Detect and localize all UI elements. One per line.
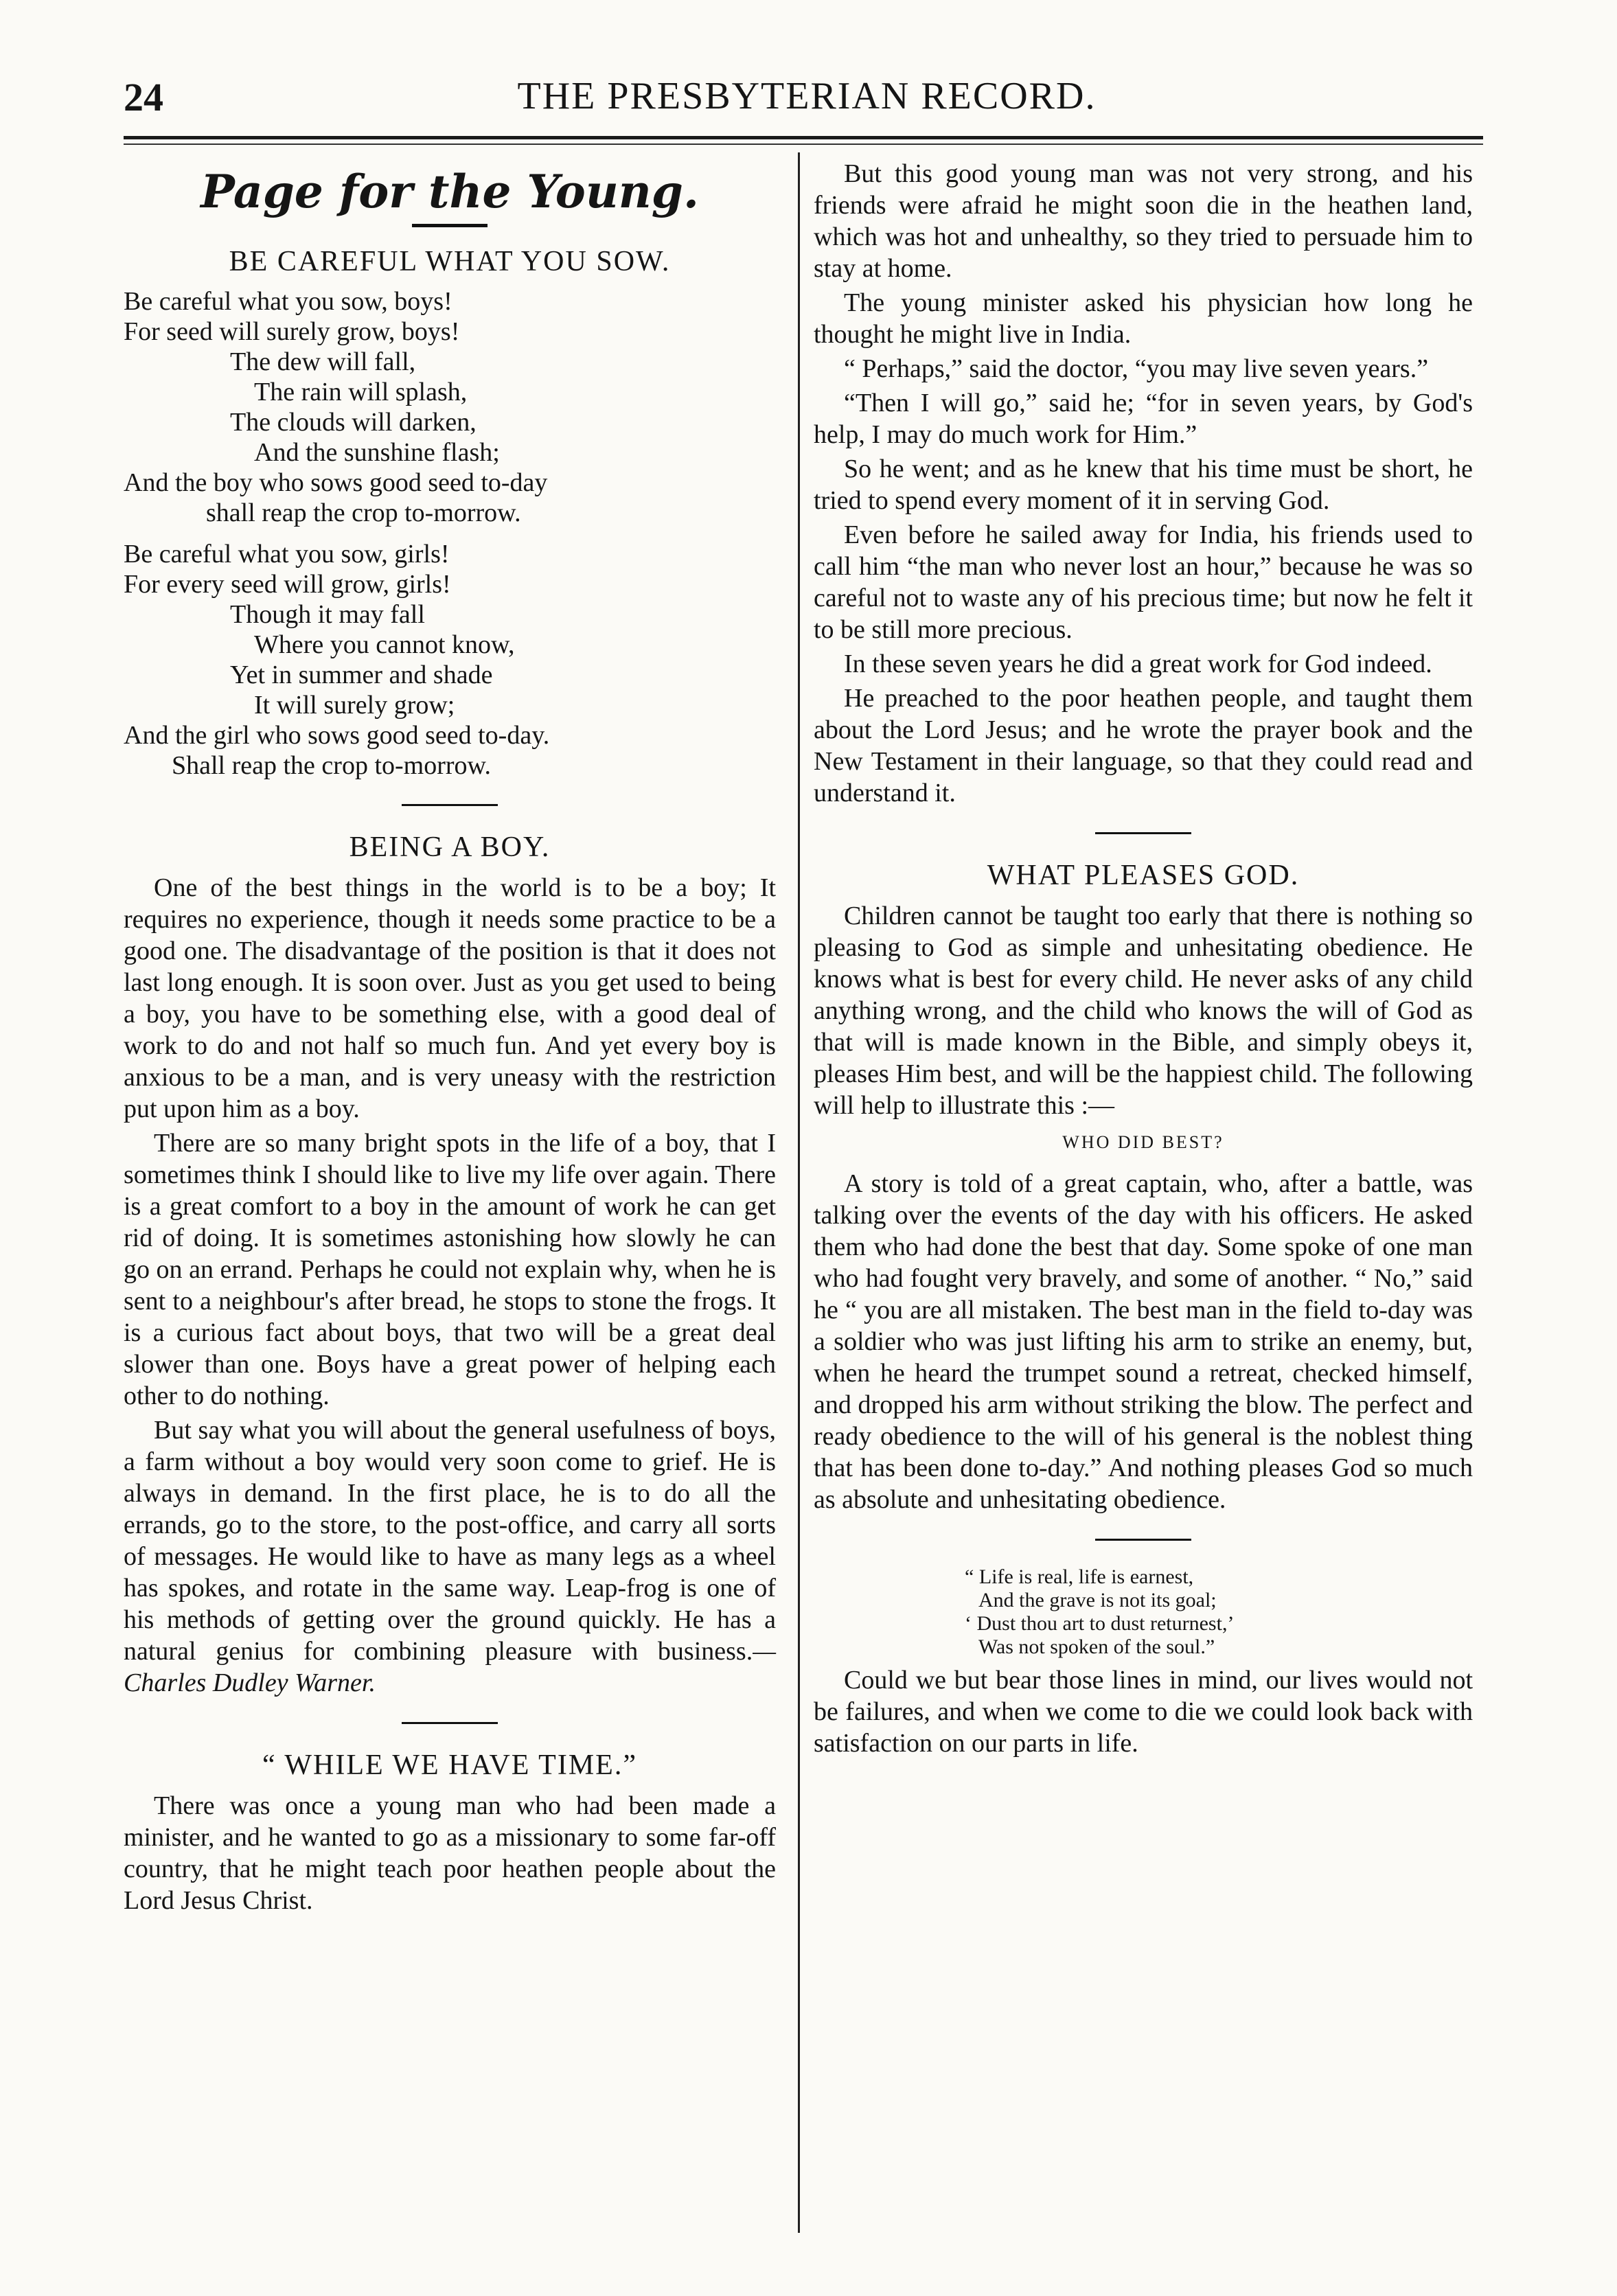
section-title: Page for the Young. [200, 165, 699, 218]
right-column [814, 158, 1473, 1762]
poem-line: shall reap the crop to-morrow. [206, 498, 521, 527]
subtitle-who-did-best: WHO DID BEST? [1062, 1132, 1224, 1152]
paragraph: “ Perhaps,” said the doctor, “you may live seven years.” [844, 354, 1429, 383]
paragraph: Even before he sailed away for India, his friends used to call him “the man who never lost an hour,” because he was so careful not to waste any of his precious time; but now he felt it to be still more precious. [814, 520, 1473, 644]
poem-line: Be careful what you sow, boys! [124, 287, 452, 316]
page-header [124, 74, 1490, 129]
quote-line: Was not spoken of the soul.” [978, 1635, 1215, 1658]
paragraph [124, 1414, 776, 1699]
poem-line: Yet in summer and shade [230, 661, 493, 689]
paragraph-text: But say what you will about the general usefulness of boys, a farm without a boy would very soon come to grief. He is always in demand. In the first place, he is to do all the errands, go to the store, to the post-office, and carry all sorts of messages. He would like to have as many legs as a wheel has spokes, and rotate in the same way. Leap-frog is one of his methods of getting over the ground quickly. He has a natural genius for combining pleasure with business. [124, 1416, 776, 1666]
poem-title: BE CAREFUL WHAT YOU SOW. [229, 246, 671, 277]
article-title-while-we-have-time: “ WHILE WE HAVE TIME.” [262, 1749, 637, 1781]
left-column [124, 158, 776, 1919]
journal-title: THE PRESBYTERIAN RECORD. [517, 75, 1097, 117]
poem-line: And the girl who sows good seed to-day. [124, 721, 550, 750]
quote-line: ‘ Dust thou art to dust returnest,’ [965, 1612, 1235, 1635]
poem-stanza-1 [124, 286, 776, 528]
paragraph: Children cannot be taught too early that there is nothing so pleasing to God as simple and unhesitating obedience. He knows what is best for every child. He never asks of any child anything wrong, and the child who knows the will of God as that will is made known in the Bible, and simply obeys it, pleases Him best, and will be the happiest child. The following will help to illustrate this :— [814, 902, 1473, 1120]
quote-line: “ Life is real, life is earnest, [965, 1565, 1194, 1588]
poem-line: And the boy who sows good seed to-day [124, 468, 548, 497]
section-rule [1095, 832, 1191, 834]
paragraph: A story is told of a great captain, who, after a battle, was talking over the events of the day with his officers. He asked them who had done the best that day. Some spoke of one man who had fought very bravely, and some of another. “ No,” said he “ you are all mistaken. The best man in the field to-day was a soldier who was just lifting his arm to strike an enemy, but, when he heard the trumpet sound a retreat, checked himself, and dropped his arm without striking the blow. The perfect and ready obedience to the will of his general is the noblest thing that has been done to-day.” And nothing pleases God so much as absolute and unhesitating obedience. [814, 1169, 1473, 1514]
paragraph: In these seven years he did a great work for God indeed. [844, 650, 1432, 678]
paragraph: The young minister asked his physician how long he thought he might live in India. [814, 288, 1473, 349]
paragraph: “Then I will go,” said he; “for in seven years, by God's help, I may do much work for Him.” [814, 389, 1473, 449]
poem-line: Shall reap the crop to-morrow. [172, 751, 491, 780]
paragraph: One of the best things in the world is to be a boy; It requires no experience, though it needs some practice to be a good one. The disadvantage of the position is that it does not last long enough. It is soon over. Just as you get used to being a boy, you have to be something else, with a good deal of work to do and not half so much fun. And yet every boy is anxious to be a man, and is very uneasy with the restriction put upon him as a boy. [124, 873, 776, 1123]
poem-stanza-2 [124, 539, 776, 781]
poem-line: For every seed will grow, girls! [124, 570, 451, 599]
paragraph: But this good young man was not very strong, and his friends were afraid he might soon die in the heathen land, which was hot and unhealthy, so they tried to persuade him to stay at home. [814, 159, 1473, 283]
article-title-being-a-boy: BEING A BOY. [349, 831, 551, 863]
paragraph: He preached to the poor heathen people, and taught them about the Lord Jesus; and he wrote the prayer book and the New Testament in their language, so that they could read and understand it. [814, 684, 1473, 807]
quote-line: And the grave is not its goal; [978, 1589, 1217, 1611]
paragraph: So he went; and as he knew that his time must be short, he tried to spend every moment of it in serving God. [814, 455, 1473, 515]
closing-quote [965, 1565, 1473, 1659]
poem-line: And the sunshine flash; [254, 438, 500, 467]
poem-line: It will surely grow; [254, 691, 455, 720]
poem-line: The dew will fall, [230, 347, 416, 376]
article-title-what-pleases-god: WHAT PLEASES GOD. [987, 860, 1300, 891]
header-rule [124, 136, 1483, 139]
page-number: 24 [124, 75, 163, 119]
poem-line: For seed will surely grow, boys! [124, 317, 460, 346]
section-rule [1095, 1539, 1191, 1541]
poem-line: The clouds will darken, [230, 408, 477, 437]
poem-line: The rain will splash, [254, 378, 468, 406]
paragraph: There was once a young man who had been made a minister, and he wanted to go as a missionary to some far-off country, that he might teach poor heathen people about the Lord Jesus Christ. [124, 1791, 776, 1915]
poem-line: Though it may fall [230, 600, 425, 629]
header-rule-thin [124, 144, 1483, 145]
column-divider [798, 152, 800, 2233]
section-rule [402, 1722, 498, 1724]
paragraph: There are so many bright spots in the life of a boy, that I sometimes think I should like to live my life over again. There is a great comfort to a boy in the amount of work he can get rid of doing. It is sometimes astonishing how slowly he can go on an errand. Perhaps he could not explain why, when he is sent to a neighbour's after bread, he stops to stone the frogs. It is a curious fact about boys, that two will be a great deal slower than one. Boys have a great power of helping each other to do nothing. [124, 1129, 776, 1410]
attribution: —Charles Dudley Warner. [124, 1637, 776, 1697]
title-rule [412, 224, 488, 227]
section-rule [402, 804, 498, 806]
paragraph: Could we but bear those lines in mind, our lives would not be failures, and when we come to die we could look back with satisfaction on our parts in life. [814, 1666, 1473, 1758]
poem-line: Be careful what you sow, girls! [124, 540, 450, 569]
poem-line: Where you cannot know, [254, 630, 515, 659]
